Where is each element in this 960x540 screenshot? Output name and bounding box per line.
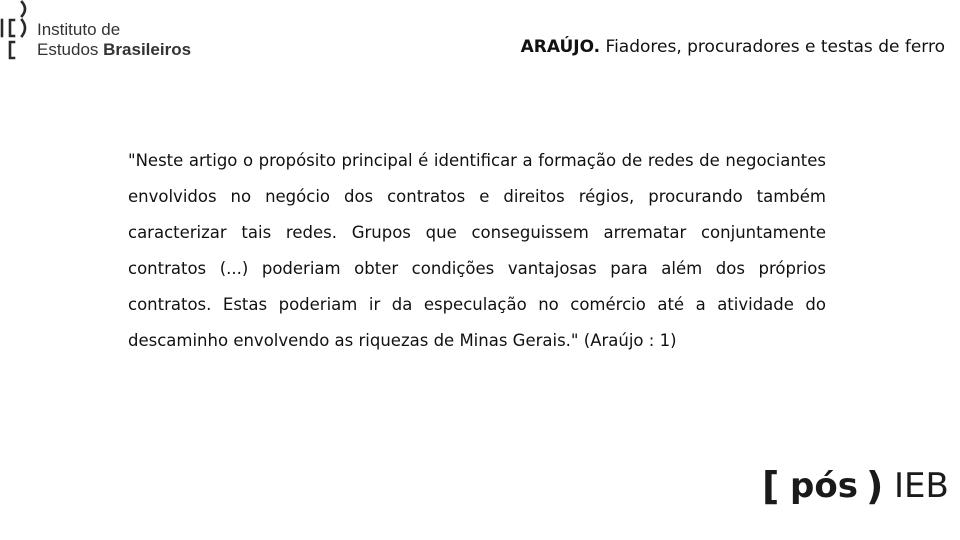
ieb-logo-mark-icon bbox=[0, 0, 36, 64]
pos-logo-bracket-right: ) bbox=[866, 464, 884, 508]
pos-logo-suffix: IEB bbox=[894, 466, 949, 506]
slide-title-author: ARAÚJO. bbox=[520, 37, 601, 57]
pos-ieb-logo bbox=[762, 460, 952, 520]
pos-logo-word: pós bbox=[790, 466, 858, 506]
logo-wordmark bbox=[37, 20, 191, 59]
citation-quote: "Neste artigo o propósito principal é identificar a formação de redes de negociantes envolvidos no negócio dos contratos e direitos régios, procurando também caracterizar tais redes. Grupos que conseguissem arrematar conjuntamente contratos (...) poderiam obter condições vantajosas para além dos próprios contratos. Estas poderiam ir da especulação no comércio até a atividade do descaminho envolvendo as riquezas de Minas Gerais." (Araújo : 1) bbox=[128, 151, 826, 350]
slide-title bbox=[521, 37, 945, 57]
logo-line-2-regular: Estudos bbox=[37, 39, 104, 59]
ieb-logo bbox=[0, 0, 200, 64]
logo-line-2-bold: Brasileiros bbox=[103, 39, 192, 59]
logo-line-1: Instituto de bbox=[37, 20, 121, 39]
logo-line-2 bbox=[37, 40, 191, 60]
slide-title-text: Fiadores, procuradores e testas de ferro bbox=[600, 37, 945, 57]
pos-logo-bracket-left: [ bbox=[762, 464, 780, 508]
